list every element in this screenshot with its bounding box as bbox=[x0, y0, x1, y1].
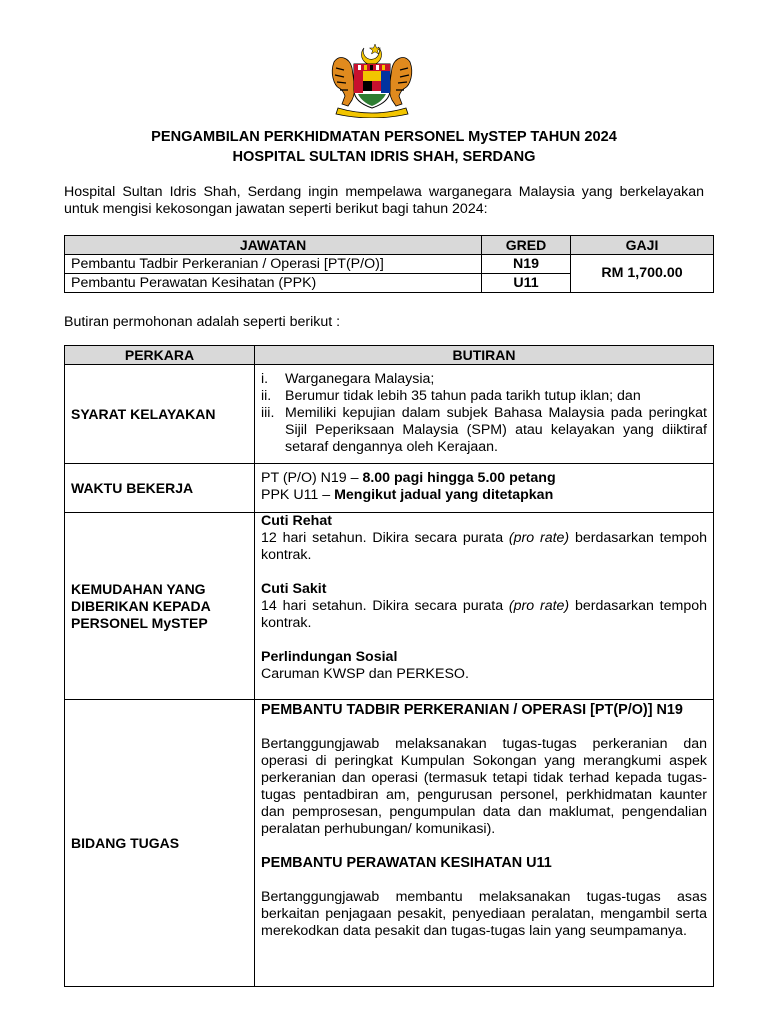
list-text: Berumur tidak lebih 35 tahun pada tarikh tutup iklan; dan bbox=[285, 388, 641, 404]
jawatan-cell: Pembantu Perawatan Kesihatan (PPK) bbox=[65, 274, 482, 293]
ppk-duty-title: PEMBANTU PERAWATAN KESIHATAN U11 bbox=[261, 855, 552, 871]
coat-of-arms-emblem bbox=[328, 42, 416, 118]
cuti-sakit-text bbox=[261, 598, 707, 632]
gred-cell: U11 bbox=[482, 274, 571, 293]
syarat-content bbox=[255, 365, 714, 464]
kemudahan-label: KEMUDAHAN YANG DIBERIKAN KEPADA PERSONEL MySTEP bbox=[65, 513, 255, 700]
waktu-ppk-prefix: PPK U11 – bbox=[261, 487, 335, 503]
list-text: Warganegara Malaysia; bbox=[285, 371, 435, 387]
details-intro: Butiran permohonan adalah seperti berikut : bbox=[64, 314, 341, 330]
perlindungan-text: Caruman KWSP dan PERKESO. bbox=[261, 666, 469, 682]
list-item bbox=[261, 405, 707, 456]
cuti-sakit-title: Cuti Sakit bbox=[261, 581, 327, 597]
intro-paragraph: Hospital Sultan Idris Shah, Serdang ingin mempelawa warganegara Malaysia yang berkelayakan untuk mengisi kekosongan jawatan seperti berikut bagi tahun 2024: bbox=[64, 184, 704, 217]
vacancy-table bbox=[64, 235, 714, 293]
table-row-syarat bbox=[65, 365, 714, 464]
gred-cell: N19 bbox=[482, 255, 571, 274]
cuti-sakit-text-a: 14 hari setahun. Dikira secara purata bbox=[261, 598, 509, 614]
cuti-sakit-text-b: berdasarkan tempoh kontrak. bbox=[261, 598, 708, 631]
details-table bbox=[64, 345, 714, 987]
pt-duty-text: Bertanggungjawab melaksanakan tugas-tugas perkeranian dan operasi di peringkat Kumpulan Sokongan yang merangkumi aspek perkeranian dan operasi (termasuk tetapi tidak terhad kepada tugas-tugas pentadbiran am, pengurusan personel, perkhidmatan kaunter dan pemprosesan, pengumpulan data dan maklumat, pengendalian peralatan perhubungan/ komunikasi). bbox=[261, 736, 707, 837]
column-header-butiran: BUTIRAN bbox=[255, 346, 714, 365]
column-header-perkara: PERKARA bbox=[65, 346, 255, 365]
cuti-rehat-pro-rate: (pro rate) bbox=[508, 530, 570, 546]
column-header-gaji: GAJI bbox=[571, 236, 714, 255]
cuti-rehat-text bbox=[261, 530, 707, 564]
jawatan-cell: Pembantu Tadbir Perkeranian / Operasi [PT(P/O)] bbox=[65, 255, 482, 274]
list-number: i. bbox=[261, 371, 269, 387]
list-text: Memiliki kepujian dalam subjek Bahasa Malaysia pada peringkat Sijil Peperiksaan Malaysia (SPM) atau kelayakan yang diiktiraf setaraf dengannya oleh Kerajaan. bbox=[285, 405, 707, 455]
table-header-row bbox=[65, 236, 714, 255]
cuti-rehat-text-b: berdasarkan tempoh kontrak. bbox=[261, 530, 708, 563]
column-header-jawatan: JAWATAN bbox=[65, 236, 482, 255]
ppk-duty-text: Bertanggungjawab membantu melaksanakan tugas-tugas asas berkaitan penjagaan pesakit, penyediaan peralatan, mengambil serta merekodkan data pesakit dan tugas-tugas lain yang seumpamanya. bbox=[261, 889, 707, 939]
waktu-label: WAKTU BEKERJA bbox=[65, 464, 255, 513]
list-item bbox=[261, 388, 707, 405]
waktu-ppk-hours: Mengikut jadual yang ditetapkan bbox=[334, 487, 554, 503]
table-row bbox=[65, 255, 714, 274]
waktu-pt-hours: 8.00 pagi hingga 5.00 petang bbox=[362, 470, 556, 486]
kemudahan-content bbox=[255, 513, 714, 700]
table-row-bidang bbox=[65, 700, 714, 987]
gaji-cell: RM 1,700.00 bbox=[571, 255, 714, 293]
column-header-gred: GRED bbox=[482, 236, 571, 255]
table-row-kemudahan bbox=[65, 513, 714, 700]
list-number: ii. bbox=[261, 388, 272, 404]
cuti-rehat-title: Cuti Rehat bbox=[261, 513, 332, 529]
cuti-rehat-text-a: 12 hari setahun. Dikira secara purata bbox=[261, 530, 509, 546]
list-item bbox=[261, 371, 707, 388]
bidang-content bbox=[255, 700, 714, 987]
table-row-waktu bbox=[65, 464, 714, 513]
page-subtitle: HOSPITAL SULTAN IDRIS SHAH, SERDANG bbox=[232, 149, 536, 165]
table-header-row bbox=[65, 346, 714, 365]
cuti-sakit-pro-rate: (pro rate) bbox=[508, 598, 570, 614]
perlindungan-title: Perlindungan Sosial bbox=[261, 649, 398, 665]
waktu-pt-prefix: PT (P/O) N19 – bbox=[261, 470, 363, 486]
list-number: iii. bbox=[261, 405, 275, 421]
pt-duty-title: PEMBANTU TADBIR PERKERANIAN / OPERASI [PT(P/O)] N19 bbox=[261, 702, 683, 718]
bidang-label: BIDANG TUGAS bbox=[65, 700, 255, 987]
syarat-list bbox=[261, 371, 707, 456]
page-title: PENGAMBILAN PERKHIDMATAN PERSONEL MySTEP TAHUN 2024 bbox=[151, 129, 617, 145]
syarat-label: SYARAT KELAYAKAN bbox=[65, 365, 255, 464]
waktu-content bbox=[255, 464, 714, 513]
